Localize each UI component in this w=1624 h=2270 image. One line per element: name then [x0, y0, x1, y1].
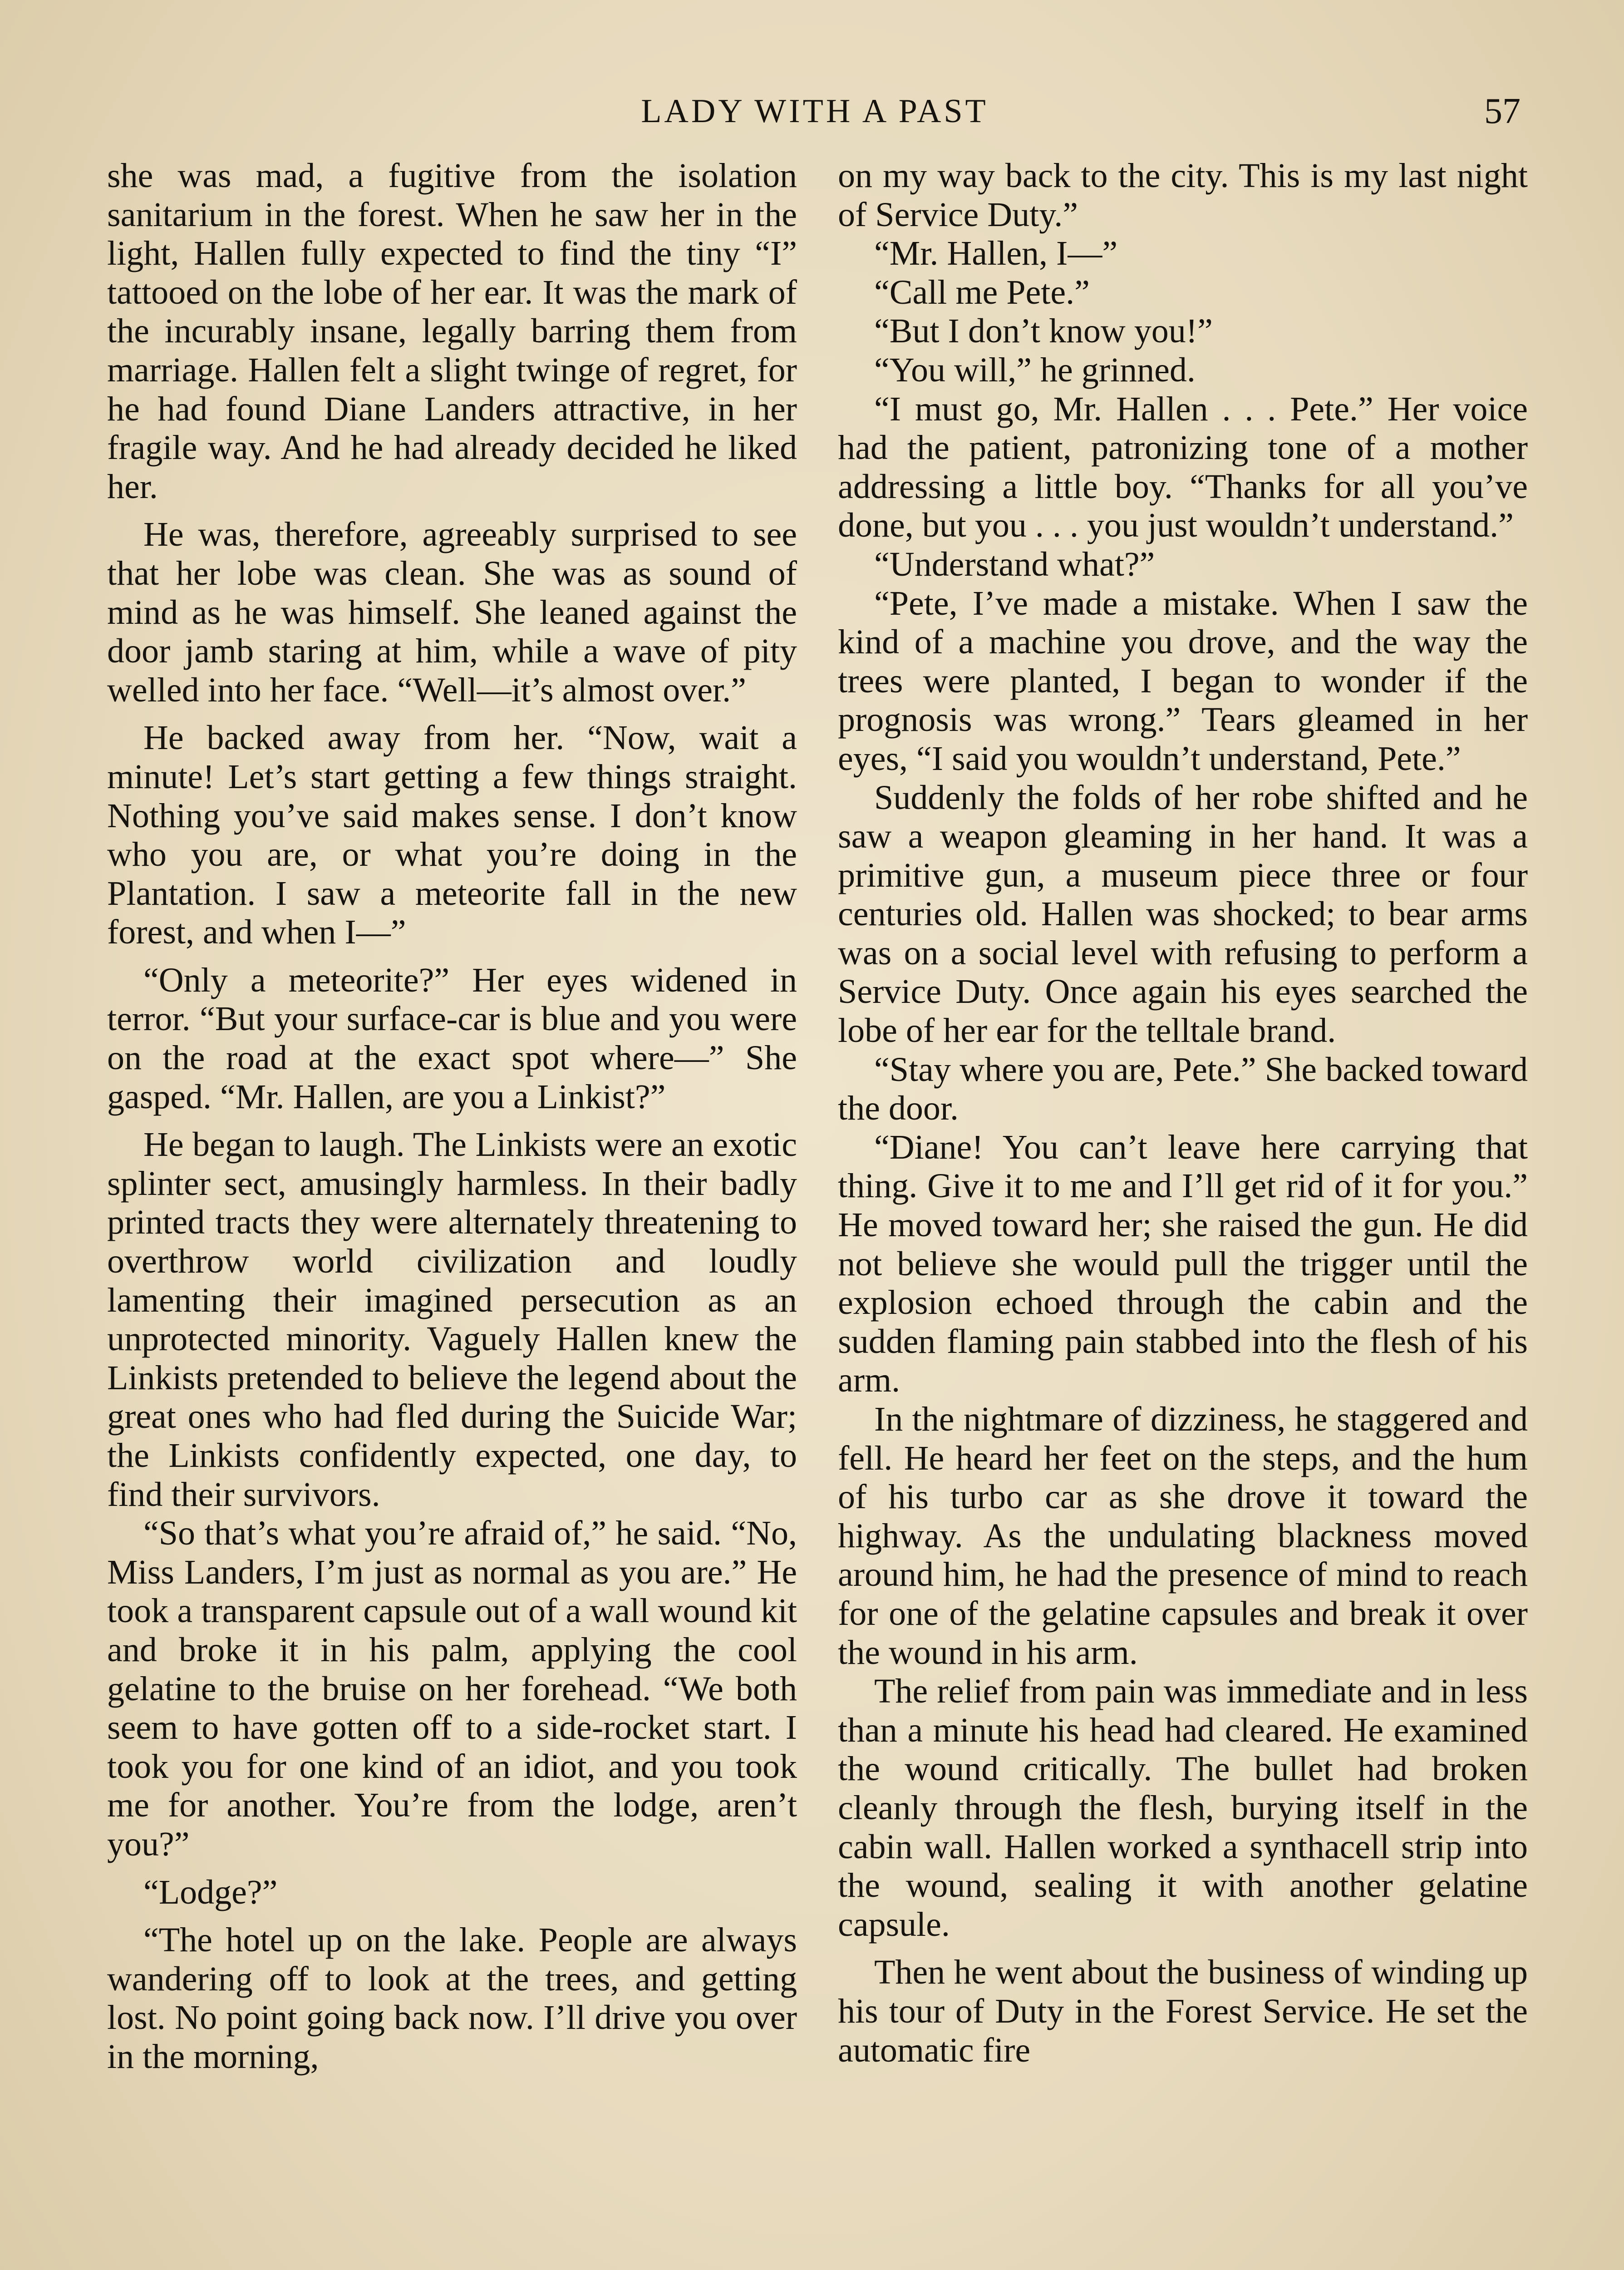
paragraph: “Mr. Hallen, I—”	[874, 234, 1118, 273]
paragraph: “Understand what?”	[874, 545, 1155, 583]
right-column	[838, 157, 1528, 2079]
paragraph: He was, therefore, agreeably surprised to see that her lobe was clean. She was as sound of mind as he was himself. She leaned against the door jamb staring at him, while a wave of pity welled into her face. “Well—it’s almost over.”	[107, 515, 797, 709]
running-head	[104, 84, 1525, 138]
paragraph: she was mad, a fugitive from the isolation sanitarium in the forest. When he saw her in the light, Hallen fully expected to find the tiny “I” tattooed on the lobe of her ear. It was the mark of the incurably insane, legally barring them from marriage. Hallen felt a slight twinge of regret, for he had found Diane Landers attractive, in her fragile way. And he had already decided he liked her.	[107, 157, 797, 506]
story-title: LADY WITH A PAST	[641, 93, 989, 130]
paragraph: on my way back to the city. This is my last night of Service Duty.”	[838, 157, 1528, 234]
paragraph: “I must go, Mr. Hallen . . . Pete.” Her voice had the patient, patronizing tone of a mother addressing a little boy. “Thanks for all you’ve done, but you . . . you just wouldn’t understand.”	[838, 390, 1528, 545]
paragraph: “So that’s what you’re afraid of,” he said. “No, Miss Landers, I’m just as normal as you are.” He took a transparent capsule out of a wall wound kit and broke it in his palm, applying the cool gelatine to the bruise on her forehead. “We both seem to have gotten off to a side-rocket start. I took you for one kind of an idiot, and you took me for another. You’re from the lodge, aren’t you?”	[107, 1514, 797, 1863]
paragraph: He backed away from her. “Now, wait a minute! Let’s start getting a few things straight. Nothing you’ve said makes sense. I don’t know who you are, or what you’re doing in the Plantation. I saw a meteorite fall in the new forest, and when I—”	[107, 719, 797, 952]
paragraph: “Pete, I’ve made a mistake. When I saw the kind of a machine you drove, and the way the trees were planted, I began to wonder if the prognosis was wrong.” Tears gleamed in her eyes, “I said you wouldn’t understand, Pete.”	[838, 584, 1528, 778]
paragraph: “Diane! You can’t leave here carrying that thing. Give it to me and I’ll get rid of it for you.” He moved toward her; she raised the gun. He did not believe she would pull the trigger until the explosion echoed through the cabin and the sudden flaming pain stabbed into the flesh of his arm.	[838, 1128, 1528, 1400]
paragraph: “Only a meteorite?” Her eyes widened in terror. “But your surface-car is blue and you were on the road at the exact spot where—” She gasped. “Mr. Hallen, are you a Linkist?”	[107, 961, 797, 1116]
paragraph: “You will,” he grinned.	[874, 350, 1196, 389]
paragraph: In the nightmare of dizziness, he staggered and fell. He heard her feet on the steps, and the hum of his turbo car as she drove it toward the highway. As the undulating blackness moved around him, he had the presence of mind to reach for one of the gelatine capsules and break it over the wound in his arm.	[838, 1400, 1528, 1672]
paragraph: “But I don’t know you!”	[874, 312, 1213, 350]
paragraph: Suddenly the folds of her robe shifted and he saw a weapon gleaming in her hand. It was a primitive gun, a museum piece three or four centuries old. Hallen was shocked; to bear arms was on a social level with refusing to perform a Service Duty. Once again his eyes searched the lobe of her ear for the telltale brand.	[838, 778, 1528, 1050]
paragraph: “Call me Pete.”	[874, 273, 1090, 311]
paragraph: He began to laugh. The Linkists were an exotic splinter sect, amusingly harmless. In their badly printed tracts they were alternately threatening to overthrow world civilization and loudly lamenting their imagined persecution as an unprotected minority. Vaguely Hallen knew the Linkists pretended to believe the legend about the great ones who had fled during the Suicide War; the Linkists confidently expected, one day, to find their survivors.	[107, 1125, 797, 1514]
page-number: 57	[1484, 91, 1521, 131]
paragraph: Then he went about the business of winding up his tour of Duty in the Forest Service. He set the automatic fire	[838, 1953, 1528, 2069]
left-column	[107, 157, 797, 2086]
paragraph: “Lodge?”	[143, 1873, 278, 1911]
paragraph: “Stay where you are, Pete.” She backed toward the door.	[838, 1050, 1528, 1128]
paragraph: “The hotel up on the lake. People are always wandering off to look at the trees, and getting lost. No point going back now. I’ll drive you over in the morning,	[107, 1921, 797, 2076]
paragraph: The relief from pain was immediate and in less than a minute his head had cleared. He examined the wound critically. The bullet had broken cleanly through the flesh, burying itself in the cabin wall. Hallen worked a synthacell strip into the wound, sealing it with another gelatine capsule.	[838, 1672, 1528, 1944]
